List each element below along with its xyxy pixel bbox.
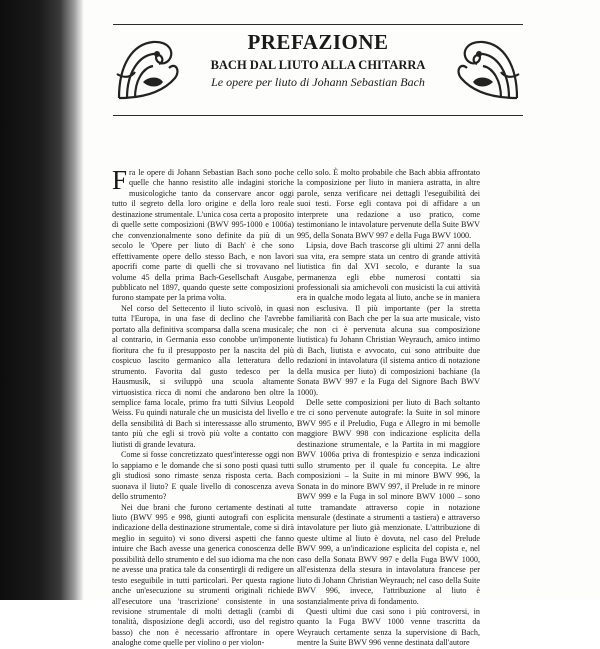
- paragraph: Nel corso del Settecento il liuto scivolò, in quasi tutta l'Europa, in una fase di declino che l'avrebbe portato alla definitiva scomparsa dalla scena musicale; al contrario, in Germania esso conobbe un'imponente fioritura che fu il presupposto per la nascita del più cospicuo lascito germanico alla letteratura dello strumento. Favorita dal gusto tedesco per la Hausmusik, si sviluppò una scuola altamente virtuosistica ricca di nomi che andarono ben oltre la semplice fama locale, primo fra tutti Silvius Leopold Weiss. Fu quindi naturale che un musicista del livello e della sensibilità di Bach si interessasse allo strumento, tanto più che egli si trovò più volte a contatto con liutisti di grande levatura.: [112, 303, 294, 449]
- page-subtitle: BACH DAL LIUTO ALLA CHITARRA: [210, 58, 426, 72]
- drop-cap: F: [112, 165, 128, 195]
- art-nouveau-ornament-right-icon: [453, 34, 523, 104]
- paragraph: Nei due brani che furono certamente destinati al liuto (BWV 995 e 998, giunti autografi con esplicita indicazione della destinazione strumentale, come si dirà meglio in seguito) vi sono diversi aspetti che fanno intuire che Bach avesse una generica conoscenza delle possibilità dello strumento e del suo idioma ma che non ne avesse una pratica tale da consentirgli di redigere un testo eseguibile in tutti particolari. Per questa ragione anche un'esecuzione su strumenti originali richiede all'esecutore una 'trascrizione' consistente in una revisione strumentale di molti dettagli (cambi di tonalità, disposizione degli accordi, uso del registro basso) che non è necessario affrontare in opere analoghe come quelle per violino o per violon-: [112, 502, 294, 648]
- page-subsubtitle: Le opere per liuto di Johann Sebastian Bach: [211, 75, 425, 89]
- paragraph: cello solo. È molto probabile che Bach abbia affrontato la composizione per liuto in maniera astratta, in altre parole, senza verificare nei dettagli l'eseguibilità dei suoi testi. Forse egli contava poi di affidare a un interprete una redazione a uso pratico, come testimoniano le intavolature pervenute della Suite BWV 995, della Sonata BWV 997 e della Fuga BWV 1000.: [297, 168, 480, 240]
- paragraph: Questi ultimi due casi sono i più controversi, in quanto la Fuga BWV 1000 venne trascritta da Weyrauch certamente senza la supervisione di Bach, mentre la Suite BWV 996 venne destinata dall'autore: [297, 607, 480, 648]
- paragraph: Come si fosse concretizzato quest'interesse oggi non lo sappiamo e le domande che si sono posti quasi tutti gli studiosi sono rimaste senza risposta certa. Bach suonava il liuto? E quale livello di conoscenza aveva dello strumento?: [112, 450, 294, 502]
- text-column-right: [297, 168, 480, 649]
- paragraph: Fra le opere di Johann Sebastian Bach sono poche quelle che hanno resistito alle indagini storiche musicologiche tanto da conservare ancor oggi tutto il segreto della loro origine e della loro reale destinazione strumentale. L'unica cosa certa a proposito di quelle sette composizioni (BWV 995-1000 e 1006a) che convenzionalmente sono definite da più di un secolo le 'Opere per liuto di Bach' è che sono effettivamente opere dello stesso Bach, e non lavori apocrifi come parte di quelli che si trovavano nel volume 45 della prima Bach-Gesellschaft Ausgabe, pubblicato nel 1897, quando queste sette composizioni furono stampate per la prima volta.: [112, 165, 294, 303]
- header-titles: [180, 30, 456, 90]
- art-nouveau-ornament-left-icon: [113, 34, 183, 104]
- paragraph: Lipsia, dove Bach trascorse gli ultimi 27 anni della sua vita, era sempre stata un centro di grande attività liutistica fin dal XVI secolo, e durante la sua permanenza egli ebbe numerosi contatti sia professionali sia amichevoli con musicisti la cui attività era in qualche modo legata al liuto, anche se in maniera non esclusiva. Il più importante (per la stretta familiarità con Bach che per la sua arte musicale, visto che non ci è pervenuta alcuna sua composizione liutistica) fu Johann Christian Weyrauch, amico intimo di Bach, liutista e avvocato, cui sono attribuite due redazioni in intavolatura (il sistema antico di notazione della musica per liuto) di composizioni bachiane (la Sonata BWV 997 e la Fuga del Signore Bach BWV 1000).: [297, 241, 480, 397]
- paragraph: Delle sette composizioni per liuto di Bach soltanto tre ci sono pervenute autografe: la Suite in sol minore BWV 995 e il Preludio, Fuga e Allegro in mi bemolle maggiore BWV 998 con indicazione esplicita della destinazione strumentale, e la Partita in mi maggiore BWV 1006a priva di frontespizio e senza indicazioni sullo strumento per il quale fu concepita. Le altre composizioni – la Suite in mi minore BWV 996, la Sonata in do minore BWV 997, il Prelude in re minore BWV 999 e la Fuga in sol minore BWV 1000 – sono tutte tramandate attraverso copie in notazione mensurale (destinate a strumenti a tastiera) e attraverso intavolature per liuto già menzionate. L'attribuzione di queste ultime al liuto è dovuta, nel caso del Prelude BWV 999, a un'indicazione esplicita del copista e, nel caso della Sonata BWV 997 e della Fuga BWV 1000, all'esistenza della stesura in intavolatura francese per liuto di Johann Christian Weyrauch; nel caso della Suite BWV 996, invece, l'attribuzione al liuto è sostanzialmente priva di fondamento.: [297, 397, 480, 606]
- text-column-left: [112, 165, 294, 649]
- page-title: PREFAZIONE: [247, 30, 389, 54]
- page-binding-shadow: [0, 0, 84, 600]
